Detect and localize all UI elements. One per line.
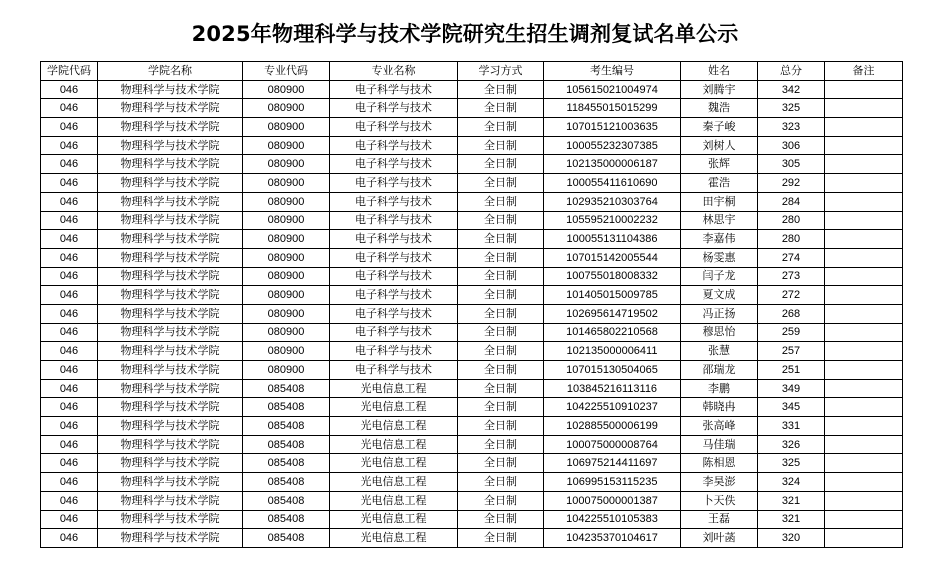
college-name-cell: 物理科学与技术学院 — [98, 155, 243, 174]
study-mode-cell: 全日制 — [458, 379, 544, 398]
name-cell: 张高峰 — [681, 417, 758, 436]
header-total-score: 总分 — [758, 62, 825, 81]
college-code-cell: 046 — [41, 435, 98, 454]
name-cell: 李嘉伟 — [681, 230, 758, 249]
college-name-cell: 物理科学与技术学院 — [98, 529, 243, 548]
candidate-id-cell: 106975214411697 — [544, 454, 681, 473]
remarks-cell — [825, 473, 903, 492]
study-mode-cell: 全日制 — [458, 118, 544, 137]
table-row — [41, 379, 903, 398]
table-row — [41, 529, 903, 548]
major-name-cell: 电子科学与技术 — [330, 155, 458, 174]
table-header — [41, 62, 903, 81]
candidate-id-cell: 104225510105383 — [544, 510, 681, 529]
major-code-cell: 085408 — [243, 491, 330, 510]
candidate-id-cell: 102885500006199 — [544, 417, 681, 436]
header-study-mode: 学习方式 — [458, 62, 544, 81]
table-row — [41, 99, 903, 118]
college-code-cell: 046 — [41, 342, 98, 361]
name-cell: 林思宇 — [681, 211, 758, 230]
study-mode-cell: 全日制 — [458, 99, 544, 118]
document-title: 2025年物理科学与技术学院研究生招生调剂复试名单公示 — [191, 22, 739, 46]
total-score-cell: 280 — [758, 211, 825, 230]
study-mode-cell: 全日制 — [458, 491, 544, 510]
college-code-cell: 046 — [41, 267, 98, 286]
total-score-cell: 325 — [758, 99, 825, 118]
remarks-cell — [825, 379, 903, 398]
major-name-cell: 电子科学与技术 — [330, 323, 458, 342]
college-name-cell: 物理科学与技术学院 — [98, 323, 243, 342]
remarks-cell — [825, 155, 903, 174]
name-cell: 李鹏 — [681, 379, 758, 398]
remarks-cell — [825, 118, 903, 137]
remarks-cell — [825, 174, 903, 193]
study-mode-cell: 全日制 — [458, 304, 544, 323]
study-mode-cell: 全日制 — [458, 454, 544, 473]
remarks-cell — [825, 99, 903, 118]
study-mode-cell: 全日制 — [458, 417, 544, 436]
name-cell: 秦子峻 — [681, 118, 758, 137]
college-code-cell: 046 — [41, 136, 98, 155]
name-cell: 张辉 — [681, 155, 758, 174]
total-score-cell: 272 — [758, 286, 825, 305]
table-row — [41, 323, 903, 342]
study-mode-cell: 全日制 — [458, 136, 544, 155]
candidate-id-cell: 102935210303764 — [544, 192, 681, 211]
total-score-cell: 292 — [758, 174, 825, 193]
major-name-cell: 电子科学与技术 — [330, 211, 458, 230]
name-cell: 刘叶菡 — [681, 529, 758, 548]
candidate-id-cell: 101405015009785 — [544, 286, 681, 305]
college-code-cell: 046 — [41, 286, 98, 305]
candidate-id-cell: 100075000001387 — [544, 491, 681, 510]
college-name-cell: 物理科学与技术学院 — [98, 136, 243, 155]
name-cell: 张慧 — [681, 342, 758, 361]
candidate-id-cell: 100055131104386 — [544, 230, 681, 249]
major-name-cell: 光电信息工程 — [330, 435, 458, 454]
study-mode-cell: 全日制 — [458, 323, 544, 342]
study-mode-cell: 全日制 — [458, 286, 544, 305]
table-row — [41, 361, 903, 380]
remarks-cell — [825, 230, 903, 249]
table-row — [41, 248, 903, 267]
study-mode-cell: 全日制 — [458, 192, 544, 211]
study-mode-cell: 全日制 — [458, 342, 544, 361]
major-code-cell: 085408 — [243, 510, 330, 529]
college-name-cell: 物理科学与技术学院 — [98, 398, 243, 417]
college-name-cell: 物理科学与技术学院 — [98, 230, 243, 249]
college-code-cell: 046 — [41, 454, 98, 473]
name-cell: 杨雯惠 — [681, 248, 758, 267]
college-name-cell: 物理科学与技术学院 — [98, 491, 243, 510]
total-score-cell: 284 — [758, 192, 825, 211]
major-name-cell: 电子科学与技术 — [330, 192, 458, 211]
major-name-cell: 光电信息工程 — [330, 379, 458, 398]
major-code-cell: 080900 — [243, 80, 330, 99]
total-score-cell: 251 — [758, 361, 825, 380]
name-cell: 陈相恩 — [681, 454, 758, 473]
college-code-cell: 046 — [41, 248, 98, 267]
college-name-cell: 物理科学与技术学院 — [98, 417, 243, 436]
remarks-cell — [825, 304, 903, 323]
header-college-code: 学院代码 — [41, 62, 98, 81]
major-code-cell: 080900 — [243, 304, 330, 323]
college-code-cell: 046 — [41, 361, 98, 380]
name-cell: 冯正扬 — [681, 304, 758, 323]
major-name-cell: 光电信息工程 — [330, 398, 458, 417]
table-row — [41, 342, 903, 361]
candidate-id-cell: 104235370104617 — [544, 529, 681, 548]
college-name-cell: 物理科学与技术学院 — [98, 99, 243, 118]
table-row — [41, 510, 903, 529]
study-mode-cell: 全日制 — [458, 80, 544, 99]
remarks-cell — [825, 342, 903, 361]
college-name-cell: 物理科学与技术学院 — [98, 379, 243, 398]
total-score-cell: 257 — [758, 342, 825, 361]
college-name-cell: 物理科学与技术学院 — [98, 118, 243, 137]
remarks-cell — [825, 435, 903, 454]
candidate-id-cell: 102135000006187 — [544, 155, 681, 174]
total-score-cell: 259 — [758, 323, 825, 342]
study-mode-cell: 全日制 — [458, 510, 544, 529]
college-code-cell: 046 — [41, 230, 98, 249]
total-score-cell: 280 — [758, 230, 825, 249]
total-score-cell: 323 — [758, 118, 825, 137]
total-score-cell: 320 — [758, 529, 825, 548]
remarks-cell — [825, 286, 903, 305]
total-score-cell: 274 — [758, 248, 825, 267]
college-name-cell: 物理科学与技术学院 — [98, 361, 243, 380]
major-code-cell: 085408 — [243, 529, 330, 548]
total-score-cell: 268 — [758, 304, 825, 323]
major-code-cell: 080900 — [243, 323, 330, 342]
total-score-cell: 342 — [758, 80, 825, 99]
remarks-cell — [825, 510, 903, 529]
table-row — [41, 267, 903, 286]
table-row — [41, 118, 903, 137]
table-row — [41, 80, 903, 99]
college-code-cell: 046 — [41, 174, 98, 193]
major-code-cell: 080900 — [243, 118, 330, 137]
major-name-cell: 光电信息工程 — [330, 473, 458, 492]
candidate-id-cell: 107015121003635 — [544, 118, 681, 137]
major-name-cell: 电子科学与技术 — [330, 230, 458, 249]
name-cell: 闫子龙 — [681, 267, 758, 286]
college-name-cell: 物理科学与技术学院 — [98, 473, 243, 492]
college-code-cell: 046 — [41, 211, 98, 230]
college-code-cell: 046 — [41, 155, 98, 174]
total-score-cell: 324 — [758, 473, 825, 492]
major-code-cell: 085408 — [243, 379, 330, 398]
total-score-cell: 306 — [758, 136, 825, 155]
remarks-cell — [825, 192, 903, 211]
major-name-cell: 电子科学与技术 — [330, 342, 458, 361]
major-code-cell: 080900 — [243, 136, 330, 155]
total-score-cell: 273 — [758, 267, 825, 286]
name-cell: 穆思怡 — [681, 323, 758, 342]
name-cell: 马佳瑞 — [681, 435, 758, 454]
header-name: 姓名 — [681, 62, 758, 81]
study-mode-cell: 全日制 — [458, 435, 544, 454]
major-name-cell: 电子科学与技术 — [330, 286, 458, 305]
name-cell: 卜天佚 — [681, 491, 758, 510]
major-name-cell: 光电信息工程 — [330, 491, 458, 510]
major-name-cell: 光电信息工程 — [330, 454, 458, 473]
candidate-id-cell: 107015142005544 — [544, 248, 681, 267]
college-code-cell: 046 — [41, 80, 98, 99]
college-code-cell: 046 — [41, 99, 98, 118]
college-code-cell: 046 — [41, 529, 98, 548]
candidate-id-cell: 105595210002232 — [544, 211, 681, 230]
candidate-id-cell: 100055411610690 — [544, 174, 681, 193]
total-score-cell: 331 — [758, 417, 825, 436]
study-mode-cell: 全日制 — [458, 248, 544, 267]
candidate-id-cell: 101465802210568 — [544, 323, 681, 342]
header-row — [41, 62, 903, 81]
total-score-cell: 321 — [758, 491, 825, 510]
header-remarks: 备注 — [825, 62, 903, 81]
name-cell: 李昊澎 — [681, 473, 758, 492]
study-mode-cell: 全日制 — [458, 398, 544, 417]
college-code-cell: 046 — [41, 304, 98, 323]
table-row — [41, 454, 903, 473]
college-code-cell: 046 — [41, 323, 98, 342]
college-name-cell: 物理科学与技术学院 — [98, 248, 243, 267]
major-code-cell: 080900 — [243, 211, 330, 230]
college-name-cell: 物理科学与技术学院 — [98, 454, 243, 473]
table-row — [41, 304, 903, 323]
major-code-cell: 085408 — [243, 398, 330, 417]
college-code-cell: 046 — [41, 510, 98, 529]
candidate-id-cell: 100055232307385 — [544, 136, 681, 155]
name-cell: 刘腾宇 — [681, 80, 758, 99]
total-score-cell: 326 — [758, 435, 825, 454]
table-row — [41, 398, 903, 417]
remarks-cell — [825, 398, 903, 417]
college-name-cell: 物理科学与技术学院 — [98, 192, 243, 211]
major-code-cell: 080900 — [243, 99, 330, 118]
candidate-table — [40, 61, 903, 548]
college-name-cell: 物理科学与技术学院 — [98, 342, 243, 361]
major-name-cell: 电子科学与技术 — [330, 304, 458, 323]
major-code-cell: 080900 — [243, 192, 330, 211]
name-cell: 田宇桐 — [681, 192, 758, 211]
college-name-cell: 物理科学与技术学院 — [98, 174, 243, 193]
table-body — [41, 80, 903, 547]
college-name-cell: 物理科学与技术学院 — [98, 435, 243, 454]
name-cell: 魏浩 — [681, 99, 758, 118]
study-mode-cell: 全日制 — [458, 267, 544, 286]
header-major-name: 专业名称 — [330, 62, 458, 81]
remarks-cell — [825, 417, 903, 436]
major-code-cell: 080900 — [243, 155, 330, 174]
total-score-cell: 325 — [758, 454, 825, 473]
header-candidate-id: 考生编号 — [544, 62, 681, 81]
name-cell: 韩晓冉 — [681, 398, 758, 417]
major-name-cell: 光电信息工程 — [330, 529, 458, 548]
college-name-cell: 物理科学与技术学院 — [98, 211, 243, 230]
name-cell: 刘树人 — [681, 136, 758, 155]
major-name-cell: 电子科学与技术 — [330, 267, 458, 286]
table-row — [41, 155, 903, 174]
major-name-cell: 电子科学与技术 — [330, 174, 458, 193]
name-cell: 夏文成 — [681, 286, 758, 305]
major-code-cell: 080900 — [243, 342, 330, 361]
major-code-cell: 080900 — [243, 286, 330, 305]
candidate-id-cell: 102695614719502 — [544, 304, 681, 323]
remarks-cell — [825, 211, 903, 230]
study-mode-cell: 全日制 — [458, 155, 544, 174]
college-name-cell: 物理科学与技术学院 — [98, 510, 243, 529]
table-row — [41, 192, 903, 211]
college-name-cell: 物理科学与技术学院 — [98, 304, 243, 323]
table-row — [41, 491, 903, 510]
remarks-cell — [825, 248, 903, 267]
table-row — [41, 136, 903, 155]
major-name-cell: 光电信息工程 — [330, 417, 458, 436]
major-name-cell: 电子科学与技术 — [330, 99, 458, 118]
remarks-cell — [825, 491, 903, 510]
major-name-cell: 电子科学与技术 — [330, 80, 458, 99]
candidate-id-cell: 103845216113116 — [544, 379, 681, 398]
major-name-cell: 电子科学与技术 — [330, 248, 458, 267]
study-mode-cell: 全日制 — [458, 211, 544, 230]
major-code-cell: 080900 — [243, 248, 330, 267]
major-code-cell: 085408 — [243, 454, 330, 473]
candidate-id-cell: 104225510910237 — [544, 398, 681, 417]
table-row — [41, 230, 903, 249]
table-row — [41, 211, 903, 230]
college-code-cell: 046 — [41, 398, 98, 417]
candidate-id-cell: 105615021004974 — [544, 80, 681, 99]
study-mode-cell: 全日制 — [458, 174, 544, 193]
candidate-id-cell: 102135000006411 — [544, 342, 681, 361]
candidate-id-cell: 106995153115235 — [544, 473, 681, 492]
total-score-cell: 349 — [758, 379, 825, 398]
table-row — [41, 473, 903, 492]
header-major-code: 专业代码 — [243, 62, 330, 81]
college-code-cell: 046 — [41, 118, 98, 137]
remarks-cell — [825, 361, 903, 380]
major-code-cell: 085408 — [243, 435, 330, 454]
major-name-cell: 光电信息工程 — [330, 510, 458, 529]
college-name-cell: 物理科学与技术学院 — [98, 267, 243, 286]
candidate-id-cell: 118455015015299 — [544, 99, 681, 118]
name-cell: 王磊 — [681, 510, 758, 529]
major-code-cell: 080900 — [243, 174, 330, 193]
header-college-name: 学院名称 — [98, 62, 243, 81]
college-code-cell: 046 — [41, 417, 98, 436]
study-mode-cell: 全日制 — [458, 529, 544, 548]
major-name-cell: 电子科学与技术 — [330, 361, 458, 380]
major-code-cell: 080900 — [243, 267, 330, 286]
college-code-cell: 046 — [41, 491, 98, 510]
college-code-cell: 046 — [41, 192, 98, 211]
name-cell: 邵瑞龙 — [681, 361, 758, 380]
college-code-cell: 046 — [41, 379, 98, 398]
remarks-cell — [825, 529, 903, 548]
total-score-cell: 321 — [758, 510, 825, 529]
study-mode-cell: 全日制 — [458, 230, 544, 249]
candidate-id-cell: 100075000008764 — [544, 435, 681, 454]
college-code-cell: 046 — [41, 473, 98, 492]
major-name-cell: 电子科学与技术 — [330, 118, 458, 137]
candidate-id-cell: 107015130504065 — [544, 361, 681, 380]
name-cell: 霍浩 — [681, 174, 758, 193]
college-name-cell: 物理科学与技术学院 — [98, 80, 243, 99]
table-row — [41, 417, 903, 436]
remarks-cell — [825, 136, 903, 155]
remarks-cell — [825, 267, 903, 286]
total-score-cell: 345 — [758, 398, 825, 417]
study-mode-cell: 全日制 — [458, 473, 544, 492]
remarks-cell — [825, 323, 903, 342]
remarks-cell — [825, 454, 903, 473]
table-row — [41, 286, 903, 305]
total-score-cell: 305 — [758, 155, 825, 174]
study-mode-cell: 全日制 — [458, 361, 544, 380]
college-name-cell: 物理科学与技术学院 — [98, 286, 243, 305]
table-row — [41, 174, 903, 193]
major-code-cell: 080900 — [243, 230, 330, 249]
major-code-cell: 085408 — [243, 417, 330, 436]
table-row — [41, 435, 903, 454]
major-code-cell: 085408 — [243, 473, 330, 492]
remarks-cell — [825, 80, 903, 99]
major-name-cell: 电子科学与技术 — [330, 136, 458, 155]
candidate-id-cell: 100755018008332 — [544, 267, 681, 286]
major-code-cell: 080900 — [243, 361, 330, 380]
